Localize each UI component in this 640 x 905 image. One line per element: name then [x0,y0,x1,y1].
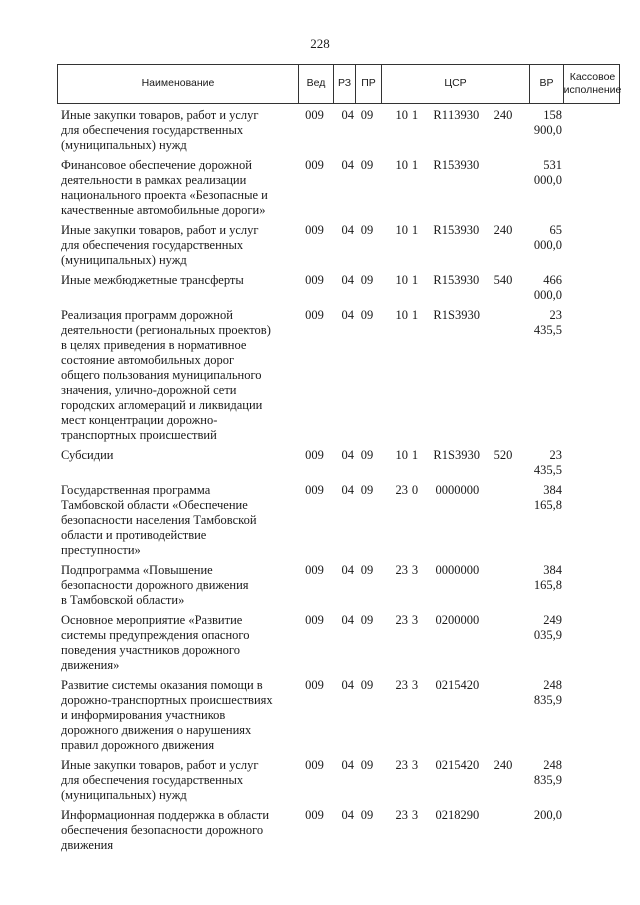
header-rz: РЗ [333,65,355,103]
cell-csr-2: 1 [411,448,419,462]
table-row [57,448,620,478]
cell-ved: 009 [305,563,324,577]
cell-name-line: Государственная программа [61,483,211,497]
cell-csr-4: 13930 [448,108,480,122]
cell-rz: 04 [341,308,354,322]
cell-csr-4: S3930 [448,448,480,462]
cell-csr-4: 15420 [448,678,480,692]
cell-name-line: качественные автомобильные дороги» [61,203,266,217]
cell-csr-2: 3 [411,613,419,627]
cell-csr-1: 10 [395,108,408,122]
cell-csr-4: 53930 [448,158,480,172]
cell-rz: 04 [341,678,354,692]
cell-rz: 04 [341,483,354,497]
cell-name-line: (муниципальных) нужд [61,138,187,152]
cell-csr-4: 18290 [448,808,480,822]
cell-csr-2: 1 [411,273,419,287]
cell-csr-2: 1 [411,158,419,172]
header-ved: Вед [298,65,333,103]
cell-pr: 09 [360,308,374,322]
header-pr: ПР [355,65,381,103]
cell-ved: 009 [305,613,324,627]
cell-amount: 384 165,8 [533,483,562,512]
table-row [57,808,620,853]
cell-csr-1: 23 [395,808,408,822]
cell-ved: 009 [305,678,324,692]
table-header [57,64,620,104]
cell-rz: 04 [341,223,354,237]
cell-csr-4: 00000 [448,483,480,497]
cell-vr [478,563,528,608]
table-row [57,108,620,153]
cell-rz: 04 [341,613,354,627]
cell-name-line: преступности» [61,543,141,557]
cell-name-line: национального проекта «Безопасные и [61,188,268,202]
cell-pr: 09 [360,108,374,122]
cell-ved: 009 [305,273,324,287]
cell-pr: 09 [360,808,374,822]
cell-name-line: Иные закупки товаров, работ и услуг [61,108,259,122]
cell-csr-1: 23 [395,758,408,772]
cell-name-line: общего пользования муниципального [61,368,262,382]
cell-name-line: безопасности населения Тамбовской [61,513,257,527]
cell-name [57,308,297,443]
cell-name-line: в Тамбовской области» [61,593,185,607]
cell-name-line: поведения участников дорожного [61,643,240,657]
cell-name-line: дорожного движения о нарушениях [61,723,252,737]
cell-rz: 04 [341,158,354,172]
cell-vr [478,483,528,558]
cell-name-line: для обеспечения государственных [61,123,244,137]
cell-csr-3: 02 [435,613,448,627]
cell-amount: 158 900,0 [533,108,562,137]
cell-ved: 009 [305,308,324,322]
cell-csr-2: 0 [411,483,419,497]
header-kass-line2: исполнение [563,84,622,96]
cell-csr-2: 3 [411,808,419,822]
cell-vr [478,308,528,443]
cell-name-line: состояние автомобильных дорог [61,353,235,367]
cell-name-line: Тамбовской области «Обеспечение [61,498,248,512]
cell-ved: 009 [305,223,324,237]
cell-name-line: Развитие системы оказания помощи в [61,678,263,692]
cell-pr: 09 [360,758,374,772]
cell-csr-2: 3 [411,758,419,772]
cell-amount: 384 165,8 [533,563,562,592]
cell-name-line: деятельности в рамках реализации [61,173,247,187]
cell-csr-1: 10 [395,223,408,237]
cell-vr [478,678,528,753]
cell-name-line: Субсидии [61,448,114,462]
cell-name-line: правил дорожного движения [61,738,215,752]
cell-name-line: для обеспечения государственных [61,238,244,252]
cell-name [57,678,297,753]
cell-ved: 009 [305,158,324,172]
cell-csr-1: 10 [395,158,408,172]
table-row [57,158,620,218]
cell-name-line: области и противодействие [61,528,207,542]
cell-rz: 04 [341,808,354,822]
cell-csr-4: 53930 [448,223,480,237]
cell-vr: 540 [493,273,513,287]
cell-csr-1: 23 [395,678,408,692]
cell-name-line: Иные закупки товаров, работ и услуг [61,758,259,772]
cell-amount: 466 000,0 [533,273,562,302]
table-row [57,223,620,268]
cell-name-line: дорожно-транспортных происшествиях [61,693,273,707]
cell-csr-3: R1 [433,273,448,287]
cell-vr: 520 [493,448,513,462]
cell-name-line: (муниципальных) нужд [61,788,187,802]
cell-name [57,108,297,153]
cell-name-line: в целях приведения в нормативное [61,338,247,352]
cell-name-line: Иные закупки товаров, работ и услуг [61,223,259,237]
table-row [57,308,620,443]
cell-amount: 248 835,9 [533,758,562,787]
cell-vr [478,158,528,218]
cell-name-line: движения» [61,658,120,672]
cell-csr-3: 02 [435,678,448,692]
cell-name [57,273,297,303]
cell-vr: 240 [493,223,513,237]
page-number: 228 [310,36,330,51]
cell-rz: 04 [341,758,354,772]
cell-amount: 23 435,5 [533,448,562,477]
cell-csr-1: 23 [395,613,408,627]
header-vr: ВР [529,65,563,103]
cell-csr-1: 23 [395,483,408,497]
cell-csr-3: R1 [433,158,448,172]
cell-csr-3: R1 [433,223,448,237]
cell-name-line: деятельности (региональных проектов) [61,323,271,337]
cell-rz: 04 [341,273,354,287]
cell-name-line: обеспечения безопасности дорожного [61,823,264,837]
cell-ved: 009 [305,108,324,122]
cell-amount: 248 835,9 [533,678,562,707]
cell-name [57,483,297,558]
cell-name-line: (муниципальных) нужд [61,253,187,267]
cell-csr-2: 3 [411,563,419,577]
cell-name-line: Финансовое обеспечение дорожной [61,158,252,172]
cell-name-line: мест концентрации дорожно- [61,413,218,427]
cell-name [57,223,297,268]
table-row [57,563,620,608]
cell-name [57,448,297,478]
cell-name [57,158,297,218]
cell-csr-3: 02 [435,808,448,822]
cell-pr: 09 [360,273,374,287]
header-kass [563,65,621,103]
header-csr: ЦСР [381,65,529,103]
cell-name-line: Реализация программ дорожной [61,308,233,322]
table-row [57,613,620,673]
cell-csr-1: 23 [395,563,408,577]
cell-csr-3: R1 [433,448,448,462]
cell-rz: 04 [341,448,354,462]
cell-name-line: для обеспечения государственных [61,773,244,787]
cell-name-line: и информирования участников [61,708,226,722]
cell-csr-4: 53930 [448,273,480,287]
table-body [57,108,620,858]
cell-ved: 009 [305,448,324,462]
cell-name [57,563,297,608]
cell-pr: 09 [360,613,374,627]
cell-csr-4: 15420 [448,758,480,772]
cell-csr-4: 00000 [448,613,480,627]
cell-rz: 04 [341,563,354,577]
cell-csr-2: 1 [411,108,419,122]
cell-name-line: Подпрограмма «Повышение [61,563,213,577]
table-row [57,758,620,803]
cell-name [57,808,297,853]
cell-name-line: транспортных происшествий [61,428,217,442]
cell-amount: 65 000,0 [533,223,562,252]
cell-amount: 200,0 [533,808,562,822]
cell-amount: 531 000,0 [533,158,562,187]
cell-name-line: безопасности дорожного движения [61,578,249,592]
cell-csr-3: 02 [435,758,448,772]
cell-ved: 009 [305,758,324,772]
header-kass-line1: Кассовое [569,70,616,83]
cell-name-line: Иные межбюджетные трансферты [61,273,244,287]
cell-csr-1: 10 [395,273,408,287]
table-row [57,273,620,303]
cell-ved: 009 [305,483,324,497]
table-row [57,678,620,753]
cell-name [57,758,297,803]
cell-csr-2: 1 [411,223,419,237]
cell-name-line: системы предупреждения опасного [61,628,250,642]
cell-name-line: Основное мероприятие «Развитие [61,613,243,627]
cell-vr: 240 [493,108,513,122]
cell-csr-3: R1 [433,108,448,122]
cell-csr-3: 00 [435,563,448,577]
cell-name-line: Информационная поддержка в области [61,808,270,822]
cell-csr-3: 00 [435,483,448,497]
cell-csr-3: R1 [433,308,448,322]
cell-name-line: значения, улично-дорожной сети [61,383,237,397]
cell-pr: 09 [360,448,374,462]
cell-csr-1: 10 [395,308,408,322]
cell-name [57,613,297,673]
cell-csr-2: 3 [411,678,419,692]
cell-vr [478,808,528,853]
cell-pr: 09 [360,563,374,577]
cell-csr-4: 00000 [448,563,480,577]
cell-ved: 009 [305,808,324,822]
cell-rz: 04 [341,108,354,122]
cell-csr-4: S3930 [448,308,480,322]
cell-amount: 249 035,9 [533,613,562,642]
cell-vr: 240 [493,758,513,772]
cell-pr: 09 [360,158,374,172]
cell-amount: 23 435,5 [533,308,562,337]
cell-csr-2: 1 [411,308,419,322]
header-name: Наименование [141,77,215,90]
cell-vr [478,613,528,673]
cell-pr: 09 [360,483,374,497]
cell-name-line: движения [61,838,114,852]
table-row [57,483,620,558]
cell-pr: 09 [360,678,374,692]
cell-csr-1: 10 [395,448,408,462]
cell-name-line: городских агломераций и ликвидации [61,398,263,412]
cell-pr: 09 [360,223,374,237]
